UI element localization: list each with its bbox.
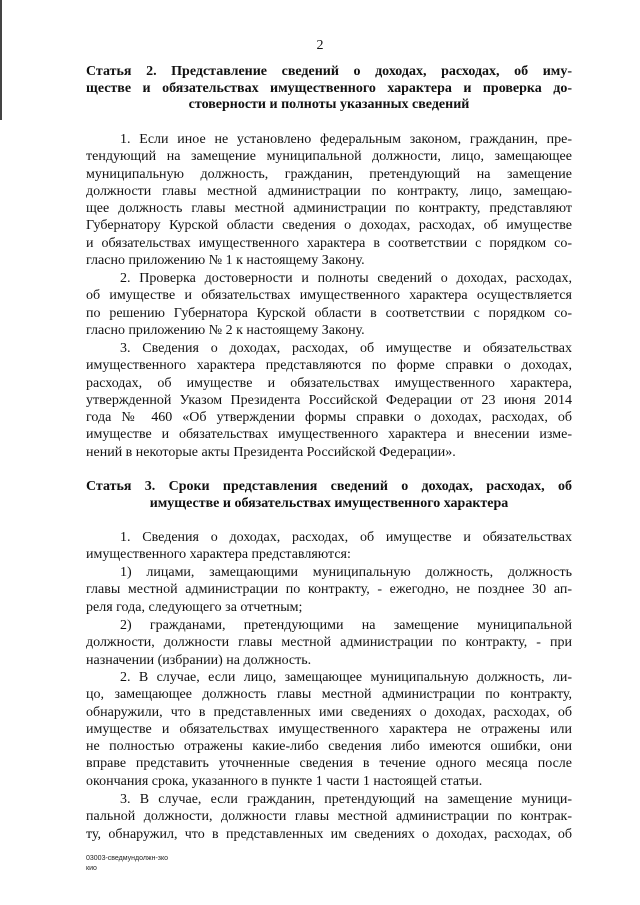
text-line: года № 460 «Об утверждении формы справки о доходах, расходах, об <box>86 410 572 426</box>
text-line: обнаружили, что в представленных ими сведениях о доходах, расходах, об <box>86 704 572 720</box>
text-line: ту, обнаружил, что в представленных им сведениях о доходах, расходах, об <box>86 826 572 842</box>
article-2-paragraph-1 <box>86 131 572 269</box>
text-line: имуществе и обязательствах имущественного характера и внесении изме- <box>86 427 572 443</box>
text-line: 1. Если иное не установлено федеральным законом, гражданин, пре- <box>120 132 572 147</box>
text-line: цо, замещающее должность главы местной администрации по контракту, <box>86 687 572 703</box>
text-line: окончания срока, указанного в пункте 1 части 1 настоящей статьи. <box>86 773 483 789</box>
text-line: 3. Сведения о доходах, расходах, об имуществе и обязательствах <box>120 341 572 356</box>
text-line: по решению Губернатора Курской области в соответствии с порядком со- <box>86 305 572 321</box>
text-line: Губернатору Курской области сведения о доходах, расходах, об имуществе <box>86 218 572 234</box>
text-line: 2) гражданами, претендующими на замещение муниципальной <box>120 618 572 633</box>
text-line: имуществе и обязательствах имущественного характера не отражены или <box>86 721 572 737</box>
text-line: вправе представить уточненные сведения в течение одного месяца после <box>86 756 572 772</box>
text-line: должности главы местной администрации по контракту, лицо, замещаю- <box>86 183 572 199</box>
text-line: 1. Сведения о доходах, расходах, об имуществе и обязательствах <box>120 530 572 545</box>
text-line: тендующий на замещение муниципальной должности, лицо, замещающее <box>86 149 572 165</box>
text-line: имущественного характера представляются: <box>86 547 351 563</box>
text-line: реля года, следующего за отчетным; <box>86 599 303 615</box>
article-3-subitem-1 <box>86 564 572 616</box>
text-line: гласно приложению № 1 к настоящему Закону. <box>86 253 365 269</box>
text-line: муниципальную должность, гражданин, претендующий на замещение <box>86 166 572 182</box>
document-code: 03003-сведмундолжн-зко <box>86 855 169 862</box>
text-line: 3. В случае, если гражданин, претендующий на замещение муници- <box>120 792 572 807</box>
article-3-paragraph-3 <box>86 791 572 843</box>
text-line: щее должность главы местной администрации по контракту, представляют <box>86 201 572 217</box>
page-number: 2 <box>316 38 324 53</box>
text-line: нений в некоторые акты Президента Российской Федерации». <box>86 444 456 460</box>
text-line: и обязательствах имущественного характера в соответствии с порядком со- <box>86 235 572 251</box>
heading-line: ществе и обязательствах имущественного характера и проверка до- <box>86 80 572 96</box>
text-line: имущественного характера представляются по форме справки о доходах, <box>86 358 572 374</box>
text-line: об имуществе и обязательствах имущественного характера осуществляется <box>86 288 572 304</box>
text-line: не полностью отражены какие-либо сведения либо имеются ошибки, они <box>86 739 572 755</box>
scan-edge-mark <box>0 0 2 120</box>
heading-line: стоверности и полноты указанных сведений <box>188 97 470 112</box>
text-line: главы местной администрации по контракту, - ежегодно, не позднее 30 ап- <box>86 582 572 598</box>
document-code-footer <box>86 854 168 874</box>
article-3-paragraph-1 <box>86 529 572 564</box>
article-3-paragraph-2 <box>86 669 572 790</box>
article-2-paragraph-3 <box>86 340 572 461</box>
document-code-suffix: кио <box>86 865 97 872</box>
text-line: 2. В случае, если лицо, замещающее муниципальную должность, ли- <box>120 670 572 685</box>
text-line: гласно приложению № 2 к настоящему Закону. <box>86 322 365 338</box>
text-line: расходах, об имуществе и обязательствах имущественного характера, <box>86 375 572 391</box>
text-line: 2. Проверка достоверности и полноты сведений о доходах, расходах, <box>120 271 572 286</box>
text-line: утвержденной Указом Президента Российской Федерации от 23 июня 2014 <box>86 392 572 408</box>
article-3-heading <box>86 479 572 512</box>
heading-line: Статья 2. Представление сведений о доходах, расходах, об иму- <box>86 64 572 79</box>
heading-line: Статья 3. Сроки представления сведений о доходах, расходах, об <box>86 479 572 494</box>
heading-line: имуществе и обязательствах имущественного характера <box>149 495 509 511</box>
article-3-subitem-2 <box>86 617 572 669</box>
article-2-heading <box>86 64 572 114</box>
text-line: 1) лицами, замещающими муниципальную должность, должность <box>120 565 572 580</box>
text-line: пальной должности, должности главы местной администрации по контрак- <box>86 809 572 825</box>
text-line: должности, должности главы местной администрации по контракту, - при <box>86 635 572 651</box>
text-line: назначении (избрании) на должность. <box>86 652 312 668</box>
article-2-paragraph-2 <box>86 270 572 339</box>
